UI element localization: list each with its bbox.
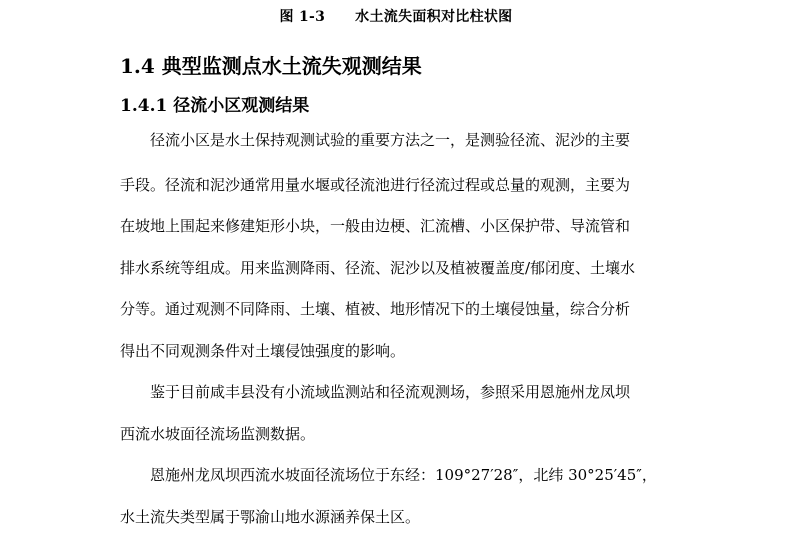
paragraph-line: 手段。径流和泥沙通常用量水堰或径流池进行径流过程或总量的观测，主要为 [120, 176, 631, 194]
paragraph-line: 得出不同观测条件对土壤侵蚀强度的影响。 [120, 342, 406, 360]
figure-title: 水土流失面积对比柱状图 [355, 9, 513, 25]
figure-number: 图 1-3 [279, 9, 326, 25]
paragraph-line: 分等。通过观测不同降雨、土壤、植被、地形情况下的土壤侵蚀量，综合分析 [120, 300, 631, 318]
paragraph-line: 西流水坡面径流场监测数据。 [120, 425, 316, 443]
subsection-heading: 1.4.1 径流小区观测结果 [120, 96, 310, 116]
paragraph-line: 水土流失类型属于鄂渝山地水源涵养保土区。 [120, 508, 421, 526]
paragraph-line: 径流小区是水土保持观测试验的重要方法之一，是测验径流、泥沙的主要 [150, 131, 631, 149]
paragraph-line: 鉴于目前咸丰县没有小流域监测站和径流观测场，参照采用恩施州龙凤坝 [150, 383, 631, 401]
paragraph-line: 恩施州龙凤坝西流水坡面径流场位于东经：109°27′28″，北纬 30°25′45″， [150, 466, 657, 484]
figure-caption [0, 6, 792, 26]
section-heading: 1.4 典型监测点水土流失观测结果 [120, 54, 422, 78]
paragraph-line: 在坡地上围起来修建矩形小块，一般由边梗、汇流槽、小区保护带、导流管和 [120, 217, 631, 235]
paragraph-line: 排水系统等组成。用来监测降雨、径流、泥沙以及植被覆盖度/郁闭度、土壤水 [120, 259, 636, 277]
